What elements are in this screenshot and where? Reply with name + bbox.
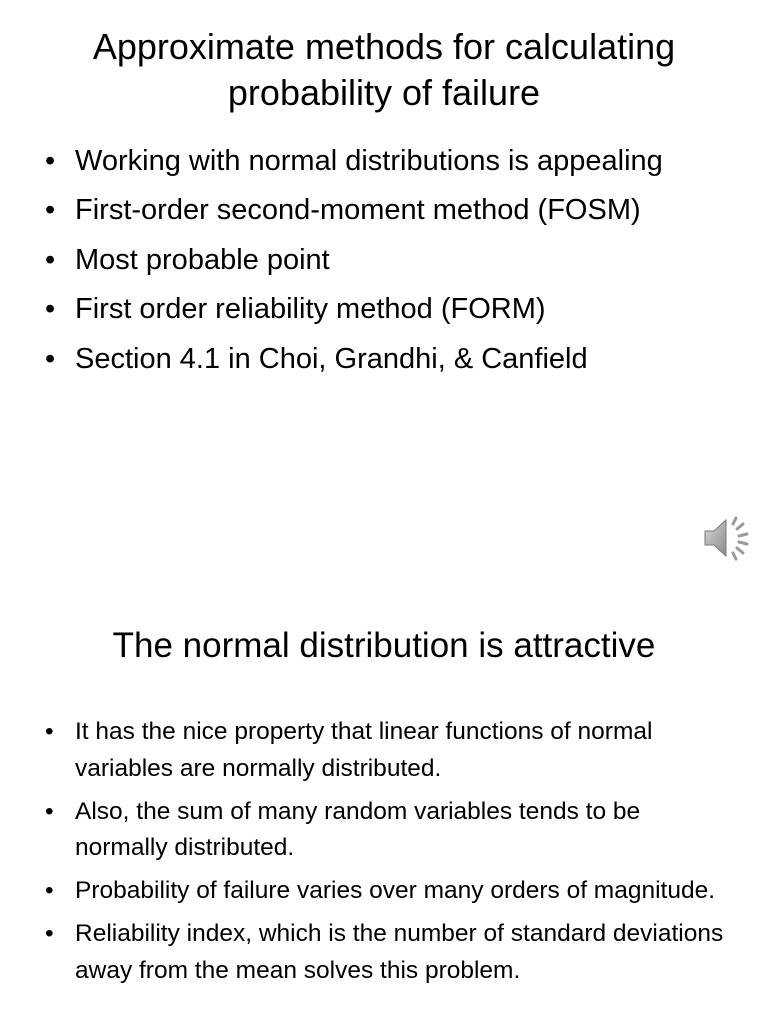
list-item [45, 340, 728, 379]
bullet-text: Section 4.1 in Choi, Grandhi, & Canfield [75, 342, 588, 375]
bullet-text: First order reliability method (FORM) [75, 293, 546, 326]
list-item [45, 290, 728, 329]
list-item [45, 142, 728, 181]
bullet-text: Most probable point [75, 243, 330, 276]
bullet-dot: • [45, 342, 56, 375]
slide-1-title: Approximate methods for calculating probability of failure [92, 26, 676, 114]
bullet-dot: • [45, 243, 56, 276]
bullet-dot: • [45, 145, 56, 177]
bullet-dot: • [45, 797, 54, 825]
bullet-dot: • [45, 877, 54, 904]
list-item [45, 916, 728, 990]
bullet-text: Probability of failure varies over many orders of magnitude. [75, 877, 716, 904]
list-item [45, 714, 728, 788]
speaker-icon[interactable] [702, 514, 756, 562]
bullet-text: It has the nice property that linear functions of normal variables are normally distributed. [75, 718, 653, 782]
bullet-text: Working with normal distributions is appealing [75, 145, 663, 177]
slide-2-title: The normal distribution is attractive [112, 626, 656, 665]
list-item [45, 241, 728, 280]
bullet-text: Reliability index, which is the number of standard deviations away from the mean solves this problem. [75, 919, 724, 984]
bullet-dot: • [45, 194, 56, 227]
list-item [45, 873, 728, 910]
slide-2-bullet-list [45, 714, 728, 995]
list-item [45, 191, 728, 230]
slide-1-bullet-list [45, 142, 728, 389]
list-item [45, 794, 728, 868]
bullet-dot: • [45, 919, 54, 947]
bullet-text: First-order second-moment method (FOSM) [75, 194, 641, 227]
bullet-text: Also, the sum of many random variables tends to be normally distributed. [75, 797, 641, 862]
slide-2 [0, 600, 768, 1024]
bullet-dot: • [45, 293, 56, 326]
bullet-dot: • [45, 718, 54, 745]
